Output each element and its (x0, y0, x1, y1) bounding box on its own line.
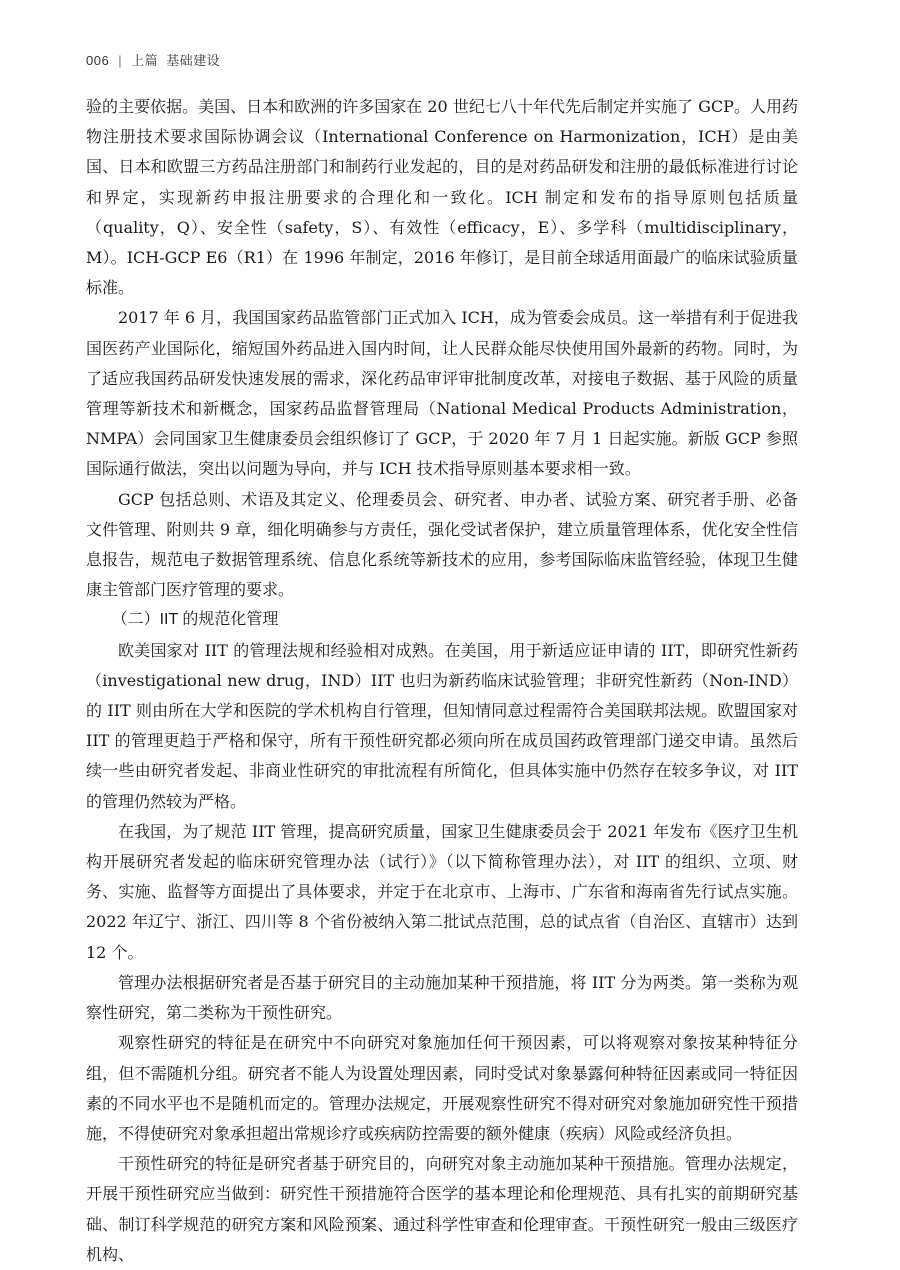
paragraph-interventional-study: 干预性研究的特征是研究者基于研究目的，向研究对象主动施加某种干预措施。管理办法规定，开展干预性研究应当做到：研究性干预措施符合医学的基本理论和伦理规范、具有扎实的前期研究基础、制订科学规范的研究方案和风险预案、通过科学性审查和伦理审查。干预性研究一般由三级医疗机构、 (86, 1154, 798, 1264)
header-separator: | (118, 53, 123, 68)
paragraph-ich-membership: 2017 年 6 月，我国国家药品监管部门正式加入 ICH，成为管委会成员。这一举措有利于促进我国医药产业国际化，缩短国外药品进入国内时间，让人民群众能尽快使用国外最新的药物。同时，为了适应我国药品研发快速发展的需求，深化药品审评审批制度改革，对接电子数据、基于风险的质量管理等新技术和新概念，国家药品监督管理局（National Medical Products Administration，NMPA）会同国家卫生健康委员会组织修订了 GCP，于 2020 年 7 月 1 日起实施。新版 GCP 参照国际通行做法，突出以问题为导向，并与 ICH 技术指导原则基本要求相一致。 (86, 308, 798, 479)
section-subheading: （二）IIT 的规范化管理 (111, 611, 279, 629)
paragraph-continuation: 验的主要依据。美国、日本和欧洲的许多国家在 20 世纪七八十年代先后制定并实施了 GCP。人用药物注册技术要求国际协调会议（International Conference on Harmonization，ICH）是由美国、日本和欧盟三方药品注册部门和制药行业发起的，目的是对药品研发和注册的最低标准进行讨论和界定，实现新药申报注册要求的合理化和一致化。ICH 制定和发布的指导原则包括质量（quality，Q）、安全性（safety，S）、有效性（efficacy，E）、多学科（multidisciplinary，M）。ICH-GCP E6（R1）在 1996 年制定，2016 年修订，是目前全球适用面最广的临床试验质量标准。 (86, 97, 798, 298)
paragraph-observational-study: 观察性研究的特征是在研究中不向研究对象施加任何干预因素，可以将观察对象按某种特征分组，但不需随机分组。研究者不能人为设置处理因素，同时受试对象暴露何种特征因素或同一特征因素的不同水平也不是随机而定的。管理办法规定，开展观察性研究不得对研究对象施加研究性干预措施，不得使研究对象承担超出常规诊疗或疾病防控需要的额外健康（疾病）风险或经济负担。 (86, 1033, 798, 1143)
paragraph-iit-categories: 管理办法根据研究者是否基于研究目的主动施加某种干预措施，将 IIT 分为两类。第一类称为观察性研究，第二类称为干预性研究。 (86, 972, 798, 1023)
paragraph-china-iit: 在我国，为了规范 IIT 管理，提高研究质量，国家卫生健康委员会于 2021 年发布《医疗卫生机构开展研究者发起的临床研究管理办法（试行）》（以下简称管理办法），对 IIT 的组织、立项、财务、实施、监督等方面提出了具体要求，并定于在北京市、上海市、广东省和海南省先行试点实施。2022 年辽宁、浙江、四川等 8 个省份被纳入第二批试点范围，总的试点省（自治区、直辖市）达到 12 个。 (86, 821, 798, 962)
chapter-title: 基础建设 (166, 53, 221, 68)
page-body (86, 92, 798, 1270)
paragraph-gcp-chapters: GCP 包括总则、术语及其定义、伦理委员会、研究者、申办者、试验方案、研究者手册、必备文件管理、附则共 9 章，细化明确参与方责任，强化受试者保护，建立质量管理体系，优化安全性信息报告，规范电子数据管理系统、信息化系统等新技术的应用，参考国际临床监管经验，体现卫生健康主管部门医疗管理的要求。 (86, 489, 798, 600)
paragraph-western-iit: 欧美国家对 IIT 的管理法规和经验相对成熟。在美国，用于新适应证申请的 IIT，即研究性新药（investigational new drug，IND）IIT 也归为新药临床试验管理；非研究性新药（Non-IND）的 IIT 则由所在大学和医院的学术机构自行管理，但知情同意过程需符合美国联邦法规。欧盟国家对 IIT 的管理更趋于严格和保守，所有干预性研究都必须向所在成员国药政管理部门递交申请。虽然后续一些由研究者发起、非商业性研究的审批流程有所简化，但具体实施中仍然存在较多争议，对 IIT 的管理仍然较为严格。 (86, 640, 798, 811)
running-header (86, 50, 220, 69)
page-number: 006 (86, 53, 110, 68)
part-title: 上篇 (131, 53, 159, 68)
